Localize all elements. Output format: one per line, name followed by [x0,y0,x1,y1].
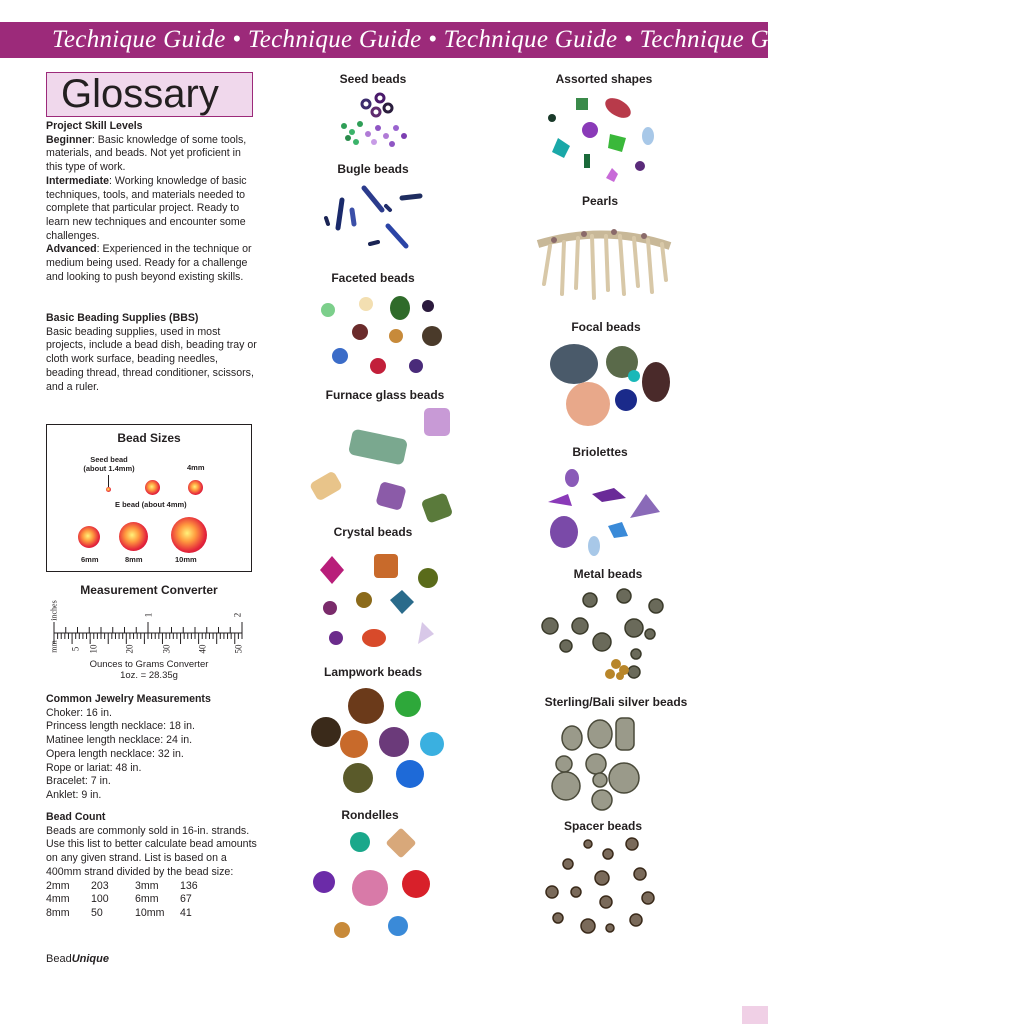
table-cell: 2mm [46,879,70,892]
bbs-heading: Basic Beading Supplies (BBS) [46,312,199,324]
label-spacer-beads: Spacer beads [563,819,643,833]
beginner-entry [46,134,258,175]
spacer-beads-photo [542,838,668,940]
beginner-term: Beginner [46,133,92,146]
label-8mm: 8mm [125,555,143,564]
mm-tick-20: 20 [124,644,135,654]
briolettes-photo [544,468,664,560]
table-cell: 203 [91,879,109,892]
label-crystal-beads: Crystal beads [333,525,413,539]
jm-item-opera: Opera length necklace: 32 in. [46,747,184,760]
jm-item-rope: Rope or lariat: 48 in. [46,761,142,774]
label-rondelles: Rondelles [341,808,399,822]
e-bead-label: E bead (about 4mm) [115,500,187,509]
intermediate-entry [46,175,258,244]
table-cell: 136 [180,879,198,892]
table-cell: 4mm [46,893,70,906]
technique-guide-banner: Technique Guide • Technique Guide • Technique Guide • Technique Guide • Technique Guide [0,22,768,58]
mm-tick-5: 5 [70,646,81,652]
glossary-title: Glossary [46,72,253,117]
label-briolettes: Briolettes [572,445,628,459]
intermediate-text: : Working knowledge of basic techniques, tools, and materials needed to complete that particular project. Ready to learn new techniques and encounter some challenges. [46,174,247,242]
seed-bead-label-line2: (about 1.4mm) [83,464,135,473]
table-row [46,893,198,907]
table-cell: 6mm [135,893,159,906]
mm-tick-10: 10 [88,644,99,654]
seed-bead-label-line1: Seed bead [90,455,128,464]
bbs-text: Basic beading supplies, used in most projects, include a bead dish, beading tray or cloth work surface, beading needles, beading thread, thread conditioner, scissors, and a ruler. [46,325,257,393]
pearls-photo [534,214,674,302]
table-cell: 3mm [135,879,159,892]
bead-count-heading: Bead Count [46,811,106,823]
corner-tab [742,1006,768,1024]
label-metal-beads: Metal beads [573,567,643,581]
bead-count-table [46,880,198,921]
mm-tick-50: 50 [233,644,244,654]
metal-beads-photo [540,586,670,682]
table-cell: 100 [91,893,109,906]
bbs-section [46,312,258,394]
bugle-beads-photo [316,180,426,252]
bead-4mm-sample-1 [145,480,160,495]
ounces-line2: 1oz. = 28.35g [120,670,178,681]
jm-item-anklet: Anklet: 9 in. [46,788,102,801]
rondelles-photo [308,826,448,946]
skill-levels-heading: Project Skill Levels [46,120,143,132]
footer-brand-italic: Unique [71,953,109,965]
bead-sizes-title: Bead Sizes [117,431,181,445]
focal-beads-photo [546,342,676,432]
label-faceted-beads: Faceted beads [331,271,415,285]
ounces-converter [46,659,252,681]
faceted-beads-photo [318,292,448,378]
table-row [46,880,198,894]
table-cell: 8mm [46,906,70,919]
skill-levels-section [46,120,258,284]
label-6mm: 6mm [81,555,99,564]
label-pearls: Pearls [581,194,619,208]
bead-10mm-sample [171,517,207,553]
seed-arrow [108,475,109,487]
bead-8mm-sample [119,522,148,551]
label-focal-beads: Focal beads [571,320,641,334]
label-seed-beads: Seed beads [339,72,407,86]
jm-item-choker: Choker: 16 in. [46,706,112,719]
jewelry-measurements-section [46,693,258,803]
lampwork-beads-photo [308,686,448,796]
label-lampwork-beads: Lampwork beads [323,665,423,679]
bead-sizes-box [46,424,252,572]
bead-6mm-sample [78,526,100,548]
inches-label: inches [49,600,59,621]
table-cell: 67 [180,893,192,906]
inch-tick-1: 1 [143,612,154,618]
seed-bead-sample [106,487,111,492]
label-10mm: 10mm [175,555,197,564]
advanced-term: Advanced [46,243,97,256]
label-furnace-glass-beads: Furnace glass beads [325,388,445,402]
label-bugle-beads: Bugle beads [337,162,409,176]
jewelry-measurements-heading: Common Jewelry Measurements [46,693,211,705]
table-cell: 50 [91,906,103,919]
label-sterling-bali-silver-beads: Sterling/Bali silver beads [544,695,688,709]
jm-item-bracelet: Bracelet: 7 in. [46,775,111,788]
bead-count-section [46,811,258,921]
ounces-line1: Ounces to Grams Converter [89,659,209,670]
mm-label: mm [49,640,59,653]
sterling-bali-silver-beads-photo [552,716,652,812]
seed-beads-photo [330,88,420,150]
assorted-shapes-photo [542,96,662,188]
table-row [46,907,198,921]
crystal-beads-photo [314,550,444,650]
advanced-text: : Experienced in the technique or medium being used. Ready for a challenge and looking to push beyond existing skills. [46,243,252,283]
bead-4mm-sample-2 [188,480,203,495]
mm-tick-40: 40 [197,644,208,654]
footer-brand [46,953,109,965]
table-cell: 41 [180,906,192,919]
jm-item-matinee: Matinee length necklace: 24 in. [46,734,193,747]
inch-tick-2: 2 [232,612,243,618]
jm-item-princess: Princess length necklace: 18 in. [46,720,195,733]
mm-tick-30: 30 [161,644,172,654]
label-4mm: 4mm [187,463,205,472]
beginner-text: : Basic knowledge of some tools, materials, and beads. Not yet proficient in this type of work. [46,133,247,174]
bead-count-text: Beads are commonly sold in 16-in. strands. Use this list to better calculate bead amounts on any given strand. List is based on a 400mm strand divided by the bead size: [46,824,257,878]
table-cell: 10mm [135,906,165,919]
furnace-glass-beads-photo [306,404,456,524]
ruler [46,600,252,660]
label-assorted-shapes: Assorted shapes [555,72,653,86]
advanced-entry [46,243,258,284]
measurement-converter-title: Measurement Converter [80,583,218,597]
intermediate-term: Intermediate [46,174,109,187]
seed-bead-label [79,455,139,473]
footer-brand-regular: Bead [46,953,72,965]
